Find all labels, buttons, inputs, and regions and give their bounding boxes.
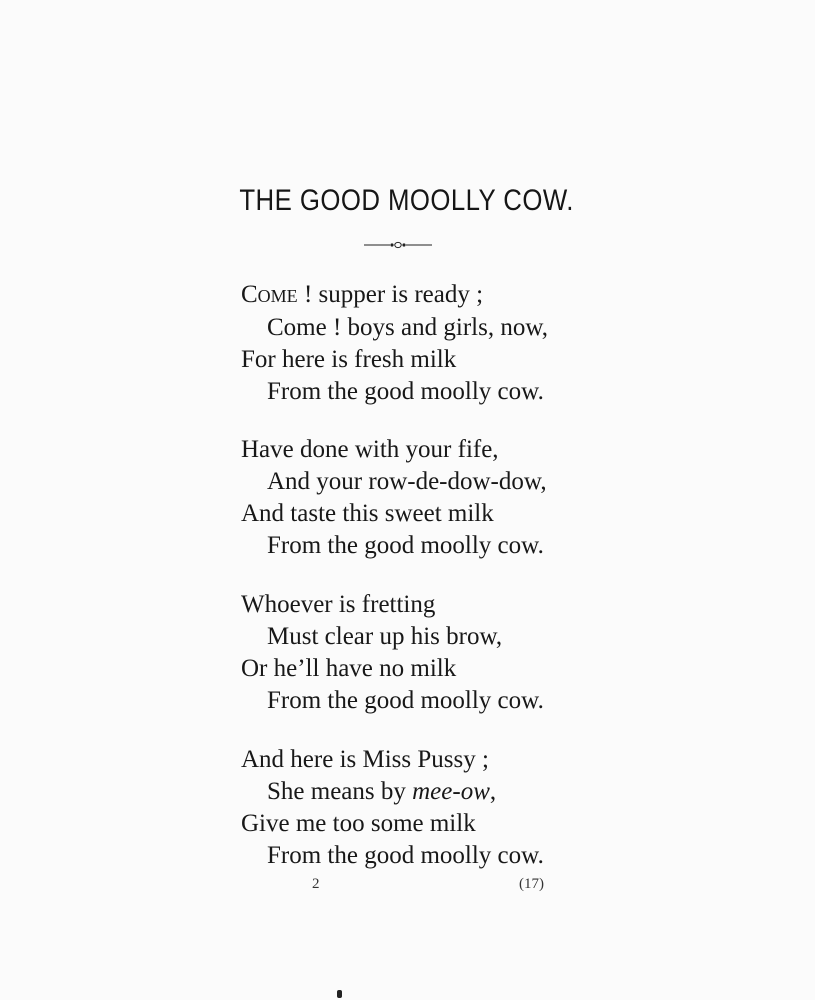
ink-speck — [337, 990, 342, 998]
poem-line: For here is fresh milk — [241, 346, 457, 373]
poem-line: Give me too some milk — [241, 810, 476, 837]
signature-mark: 2 — [312, 876, 320, 892]
page-number: (17) — [519, 876, 544, 892]
poem-line-text: ! supper is ready ; — [297, 281, 484, 308]
poem-line: Have done with your fife, — [241, 436, 499, 463]
poem-line: Whoever is fretting — [241, 591, 436, 618]
poem-line — [267, 777, 496, 807]
poem-line: And taste this sweet milk — [241, 500, 494, 527]
poem-line: And your row-de-dow-dow, — [267, 468, 547, 495]
poem-line: From the good moolly cow. — [267, 687, 544, 714]
poem-line — [241, 280, 483, 310]
poem-title: THE GOOD MOOLLY COW. — [239, 184, 574, 217]
poem-line-text: She means by — [267, 778, 413, 805]
poem-line: From the good moolly cow. — [267, 842, 544, 869]
poem-line: And here is Miss Pussy ; — [241, 746, 489, 773]
poem-line: From the good moolly cow. — [267, 378, 544, 405]
poem-line: Must clear up his brow, — [267, 623, 503, 650]
poem-line: Come ! boys and girls, now, — [267, 314, 548, 341]
poem-line-text: , — [489, 778, 497, 805]
poem-line: From the good moolly cow. — [267, 532, 544, 559]
poem-line-italic: mee-ow — [412, 778, 490, 805]
poem-line: Or he’ll have no milk — [241, 655, 457, 682]
poem-line-lead: Come — [241, 281, 298, 308]
